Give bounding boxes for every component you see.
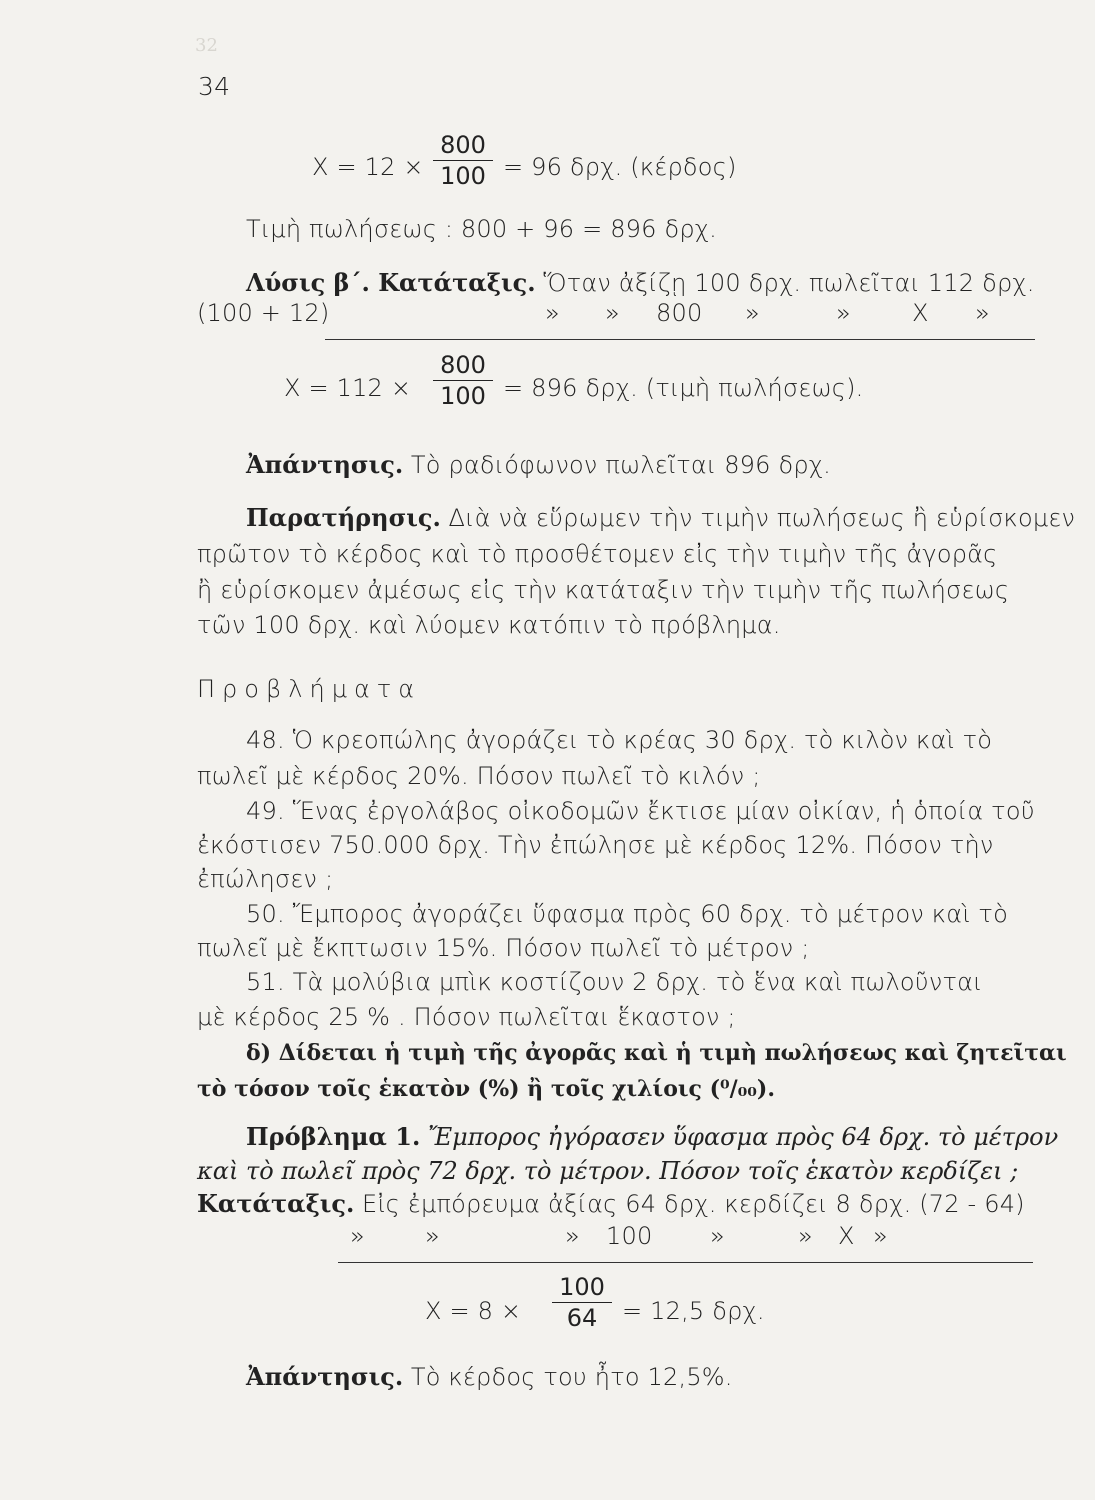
answer-2-label: Ἀπάντησις. — [246, 1362, 404, 1391]
equation-3-lhs: X = 8 × — [425, 1297, 522, 1325]
solution-b-label: Λύσις β΄. Κατάταξις. — [246, 268, 536, 297]
answer-2-text: Τὸ κέρδος του ἦτο 12,5%. — [410, 1363, 733, 1391]
problem-1-label: Πρόβλημα 1. — [246, 1122, 421, 1151]
section-d-line-1: δ) Δίδεται ἡ τιμὴ τῆς ἀγορᾶς καὶ ἡ τιμὴ πωλήσεως καὶ ζητεῖται — [246, 1040, 1067, 1066]
fraction-denominator: 100 — [440, 382, 486, 410]
equation-2-fraction — [433, 351, 493, 410]
problem-49-line-3: ἐπώλησεν ; — [197, 865, 334, 893]
remark-label: Παρατήρησις. — [246, 503, 441, 532]
bleed-through-mark: 32 — [195, 35, 218, 56]
equation-1-fraction — [433, 131, 493, 190]
answer-1-line — [246, 450, 831, 480]
problem-48-line-1: 48. Ὁ κρεοπώλης ἀγοράζει τὸ κρέας 30 δρχ. τὸ κιλὸν καὶ τὸ — [246, 726, 993, 754]
fraction-numerator: 800 — [440, 131, 486, 159]
row3-col-c: » — [565, 1222, 580, 1250]
fraction-numerator: 100 — [559, 1273, 605, 1301]
problem-1-line-2: καὶ τὸ πωλεῖ πρὸς 72 δρχ. τὸ μέτρον. Πόσον τοῖς ἑκατὸν κερδίζει ; — [197, 1157, 1019, 1185]
section-d-line-2: τὸ τόσον τοῖς ἑκατὸν (%) ἢ τοῖς χιλίοις (⁰/₀₀). — [197, 1076, 775, 1102]
fraction-bar — [552, 1302, 612, 1303]
problem-50-line-2: πωλεῖ μὲ ἔκπτωσιν 15%. Πόσον πωλεῖ τὸ μέτρον ; — [197, 934, 810, 962]
equation-1-rhs: = 96 δρχ. (κέρδος) — [503, 153, 737, 181]
row2-col-f: » — [836, 299, 851, 327]
solution-b-text: Ὅταν ἀξίζῃ 100 δρχ. πωλεῖται 112 δρχ. — [543, 269, 1035, 297]
equation-1-lhs: X = 12 × — [312, 153, 424, 181]
row3-col-b: » — [425, 1222, 440, 1250]
row3-col-g: X — [838, 1222, 855, 1250]
page-number: 34 — [198, 72, 231, 101]
fraction-numerator: 800 — [440, 351, 486, 379]
answer-2-line — [246, 1362, 733, 1392]
classification-text: Εἰς ἐμπόρευμα ἀξίας 64 δρχ. κερδίζει 8 δρχ. (72 - 64) — [362, 1190, 1025, 1218]
problem-49-line-2: ἐκόστισεν 750.000 δρχ. Τὴν ἐπώλησε μὲ κέρδος 12%. Πόσον τὴν — [197, 831, 994, 859]
row2-col-b: » — [545, 299, 560, 327]
problem-1-line-1 — [246, 1122, 1058, 1152]
remark-line-4: τῶν 100 δρχ. καὶ λύομεν κατόπιν τὸ πρόβλημα. — [197, 611, 781, 639]
problem-49-line-1: 49. Ἕνας ἐργολάβος οἰκοδομῶν ἔκτισε μίαν οἰκίαν, ἡ ὁποία τοῦ — [246, 797, 1035, 825]
problem-51-line-1: 51. Τὰ μολύβια μπὶκ κοστίζουν 2 δρχ. τὸ ἕνα καὶ πωλοῦνται — [246, 968, 983, 996]
row2-col-c: » — [605, 299, 620, 327]
problem-51-line-2: μὲ κέρδος 25 % . Πόσον πωλεῖται ἕκαστον ; — [197, 1003, 736, 1031]
fraction-bar — [433, 380, 493, 381]
remark-line-2: πρῶτον τὸ κέρδος καὶ τὸ προσθέτομεν εἰς τὴν τιμὴν τῆς ἀγορᾶς — [197, 540, 998, 568]
remark-line-1 — [246, 503, 1075, 533]
separator-rule — [338, 1262, 1033, 1263]
row2-col-e: » — [745, 299, 760, 327]
problem-1-text-1: Ἔμπορος ἠγόρασεν ὕφασμα πρὸς 64 δρχ. τὸ μέτρον — [427, 1123, 1059, 1151]
classification-line — [197, 1189, 1025, 1219]
row3-col-d: 100 — [606, 1222, 653, 1250]
fraction-bar — [433, 160, 493, 161]
row3-col-h: » — [873, 1222, 888, 1250]
equation-2-rhs: = 896 δρχ. (τιμὴ πωλήσεως). — [503, 374, 864, 402]
classification-label: Κατάταξις. — [197, 1189, 355, 1218]
separator-rule — [325, 339, 1035, 340]
row3-col-a: » — [350, 1222, 365, 1250]
equation-3-rhs: = 12,5 δρχ. — [622, 1297, 765, 1325]
problem-50-line-1: 50. Ἔμπορος ἀγοράζει ὕφασμα πρὸς 60 δρχ. τὸ μέτρον καὶ τὸ — [246, 900, 1008, 928]
remark-line-3: ἢ εὑρίσκομεν ἀμέσως εἰς τὴν κατάταξιν τὴν τιμὴν τῆς πωλήσεως — [197, 576, 1010, 604]
row2-col-g: X — [912, 299, 929, 327]
solution-b-line — [246, 268, 1035, 298]
problems-heading: Προβλήματα — [197, 675, 422, 703]
row2-col-a: (100 + 12) — [197, 299, 330, 327]
row2-col-h: » — [975, 299, 990, 327]
problem-48-line-2: πωλεῖ μὲ κέρδος 20%. Πόσον πωλεῖ τὸ κιλόν ; — [197, 762, 761, 790]
remark-text-1: Διὰ νὰ εὕρωμεν τὴν τιμὴν πωλήσεως ἢ εὑρίσκομεν — [448, 504, 1076, 532]
fraction-denominator: 64 — [566, 1304, 598, 1332]
equation-2-lhs: X = 112 × — [284, 374, 412, 402]
fraction-denominator: 100 — [440, 162, 486, 190]
row3-col-e: » — [710, 1222, 725, 1250]
answer-1-label: Ἀπάντησις. — [246, 450, 404, 479]
answer-1-text: Τὸ ραδιόφωνον πωλεῖται 896 δρχ. — [410, 451, 831, 479]
row2-col-d: 800 — [656, 299, 703, 327]
equation-3-fraction — [552, 1273, 612, 1332]
row3-col-f: » — [798, 1222, 813, 1250]
selling-price-line: Τιμὴ πωλήσεως : 800 + 96 = 896 δρχ. — [246, 215, 718, 243]
